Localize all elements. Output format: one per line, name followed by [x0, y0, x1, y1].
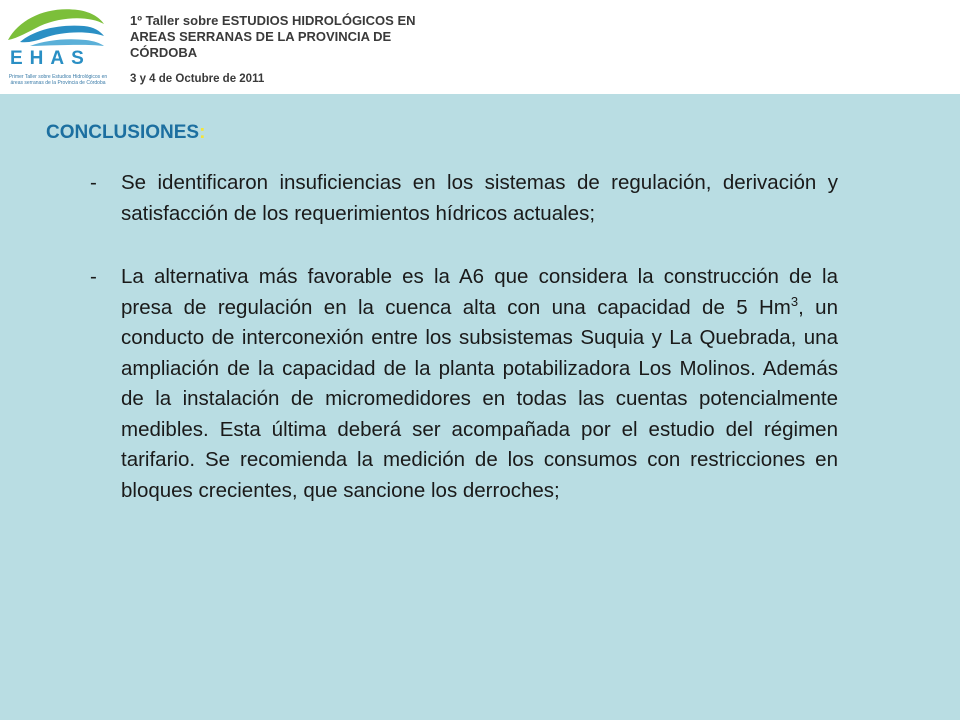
event-title-line-1: 1º Taller sobre ESTUDIOS HIDROLÓGICOS EN [130, 13, 416, 28]
bullet-text [121, 262, 838, 506]
event-title-line-3: CÓRDOBA [130, 45, 198, 60]
ehas-logo [0, 0, 112, 94]
header-banner [0, 0, 960, 94]
bullet-text-part-2: , un conducto de interconexión entre los subsistemas Suquia y La Quebrada, una ampliación de la capacidad de la planta potabilizadora Los Molinos. Además de la instalación de micromedidores en todas las cuentas potencialmente medibles. Esta última deberá ser acompañada por el estudio del régimen tarifario. Se recomienda la medición de los consumos con restricciones en bloques crecientes, que sancione los derroches; [121, 295, 838, 502]
logo-wordmark: EHAS [10, 48, 91, 69]
event-date: 3 y 4 de Octubre de 2011 [130, 73, 265, 85]
superscript-exponent: 3 [790, 293, 799, 309]
list-item [90, 262, 838, 506]
conclusions-list [90, 168, 838, 506]
heading-colon: : [199, 122, 206, 143]
bullet-text: Se identificaron insuficiencias en los sistemas de regulación, derivación y satisfacción de los requerimientos hídricos actuales; [121, 171, 838, 225]
bullet-dash: - [90, 265, 97, 288]
list-item [90, 168, 838, 229]
logo-subtitle: Primer Taller sobre Estudios Hidrológicos en áreas serranas de la Provincia de Córdoba [8, 74, 108, 86]
event-title [130, 13, 490, 87]
bullet-dash: - [90, 171, 97, 194]
heading-text: CONCLUSIONES [46, 122, 200, 143]
section-heading [46, 122, 205, 144]
bullet-text-part-1: La alternativa más favorable es la A6 que considera la construcción de la presa de regulación en la cuenca alta con una capacidad de 5 Hm [121, 265, 838, 319]
event-title-line-2: AREAS SERRANAS DE LA PROVINCIA DE [130, 29, 392, 44]
